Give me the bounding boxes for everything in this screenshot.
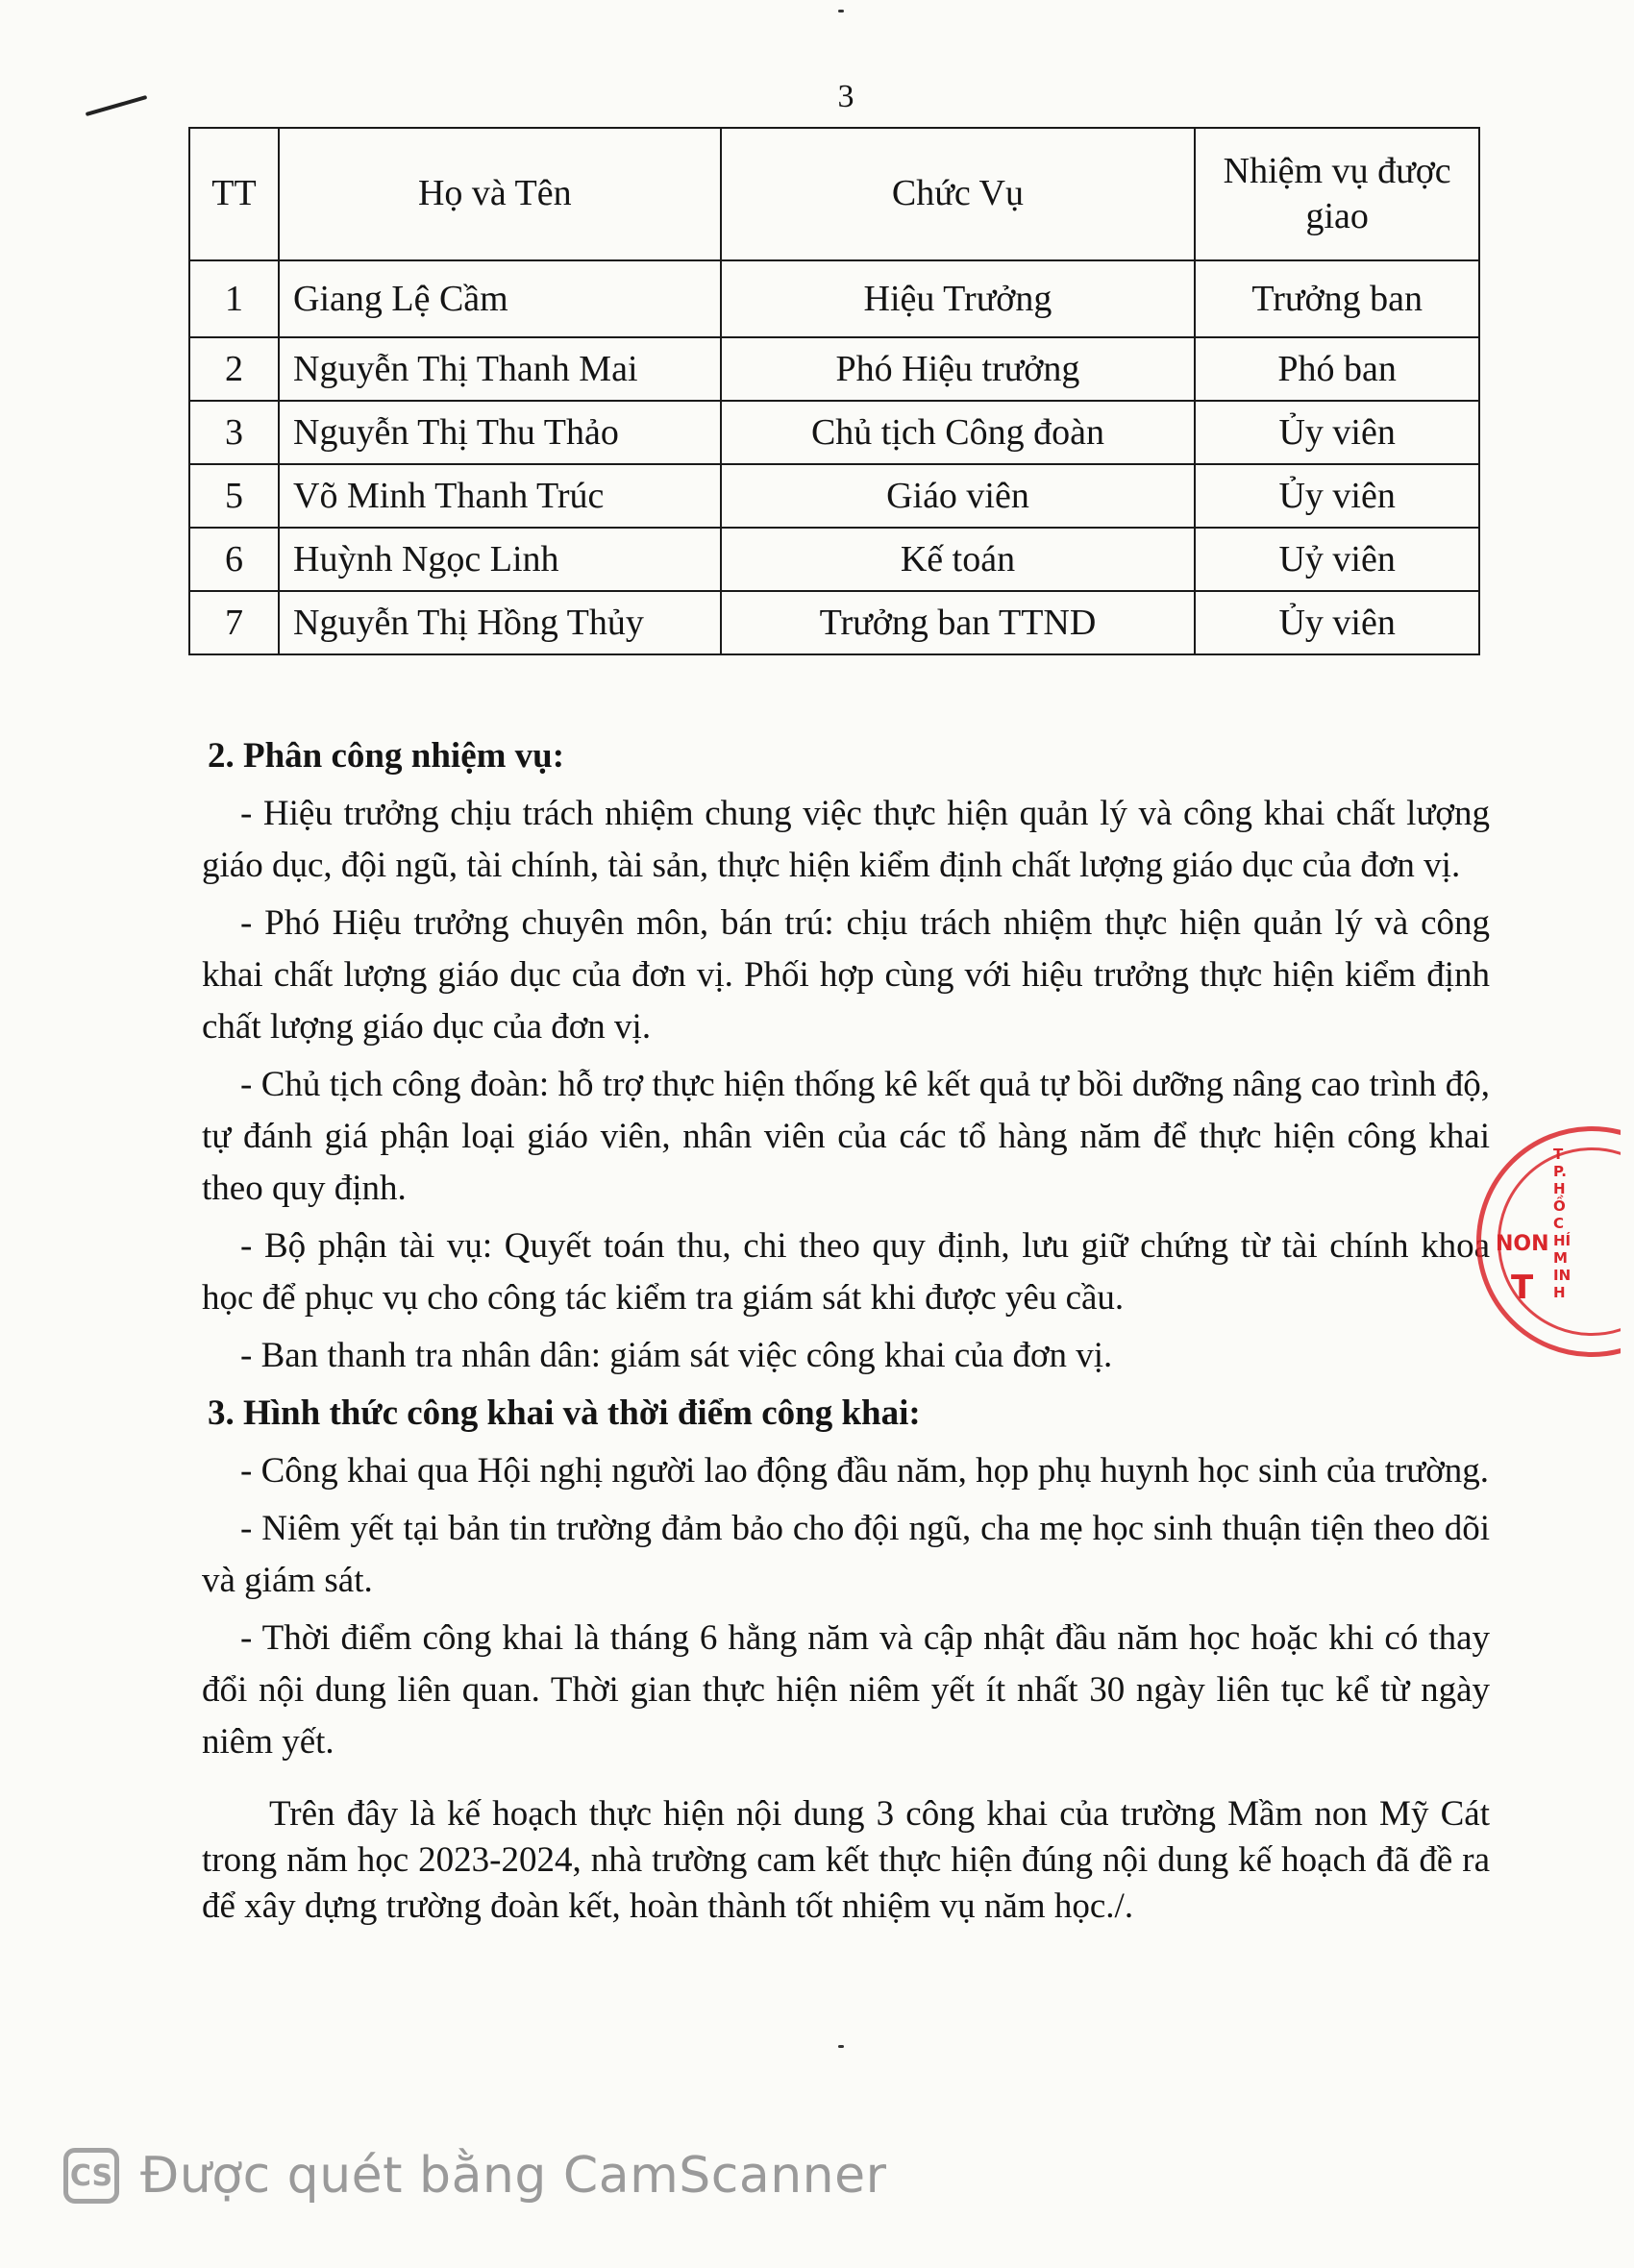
scanner-watermark <box>63 2145 887 2206</box>
camscanner-logo-icon: CS <box>63 2148 119 2204</box>
closing-paragraph: Trên đây là kế hoạch thực hiện nội dung 3 công khai của trường Mầm non Mỹ Cát trong năm học 2023-2024, nhà trường cam kết thực hiện đúng nội dung kế hoạch đã đề ra để xây dựng trường đoàn kết, hoàn thành tốt nhiệm vụ năm học./. <box>202 1794 1490 1926</box>
cell-task: Ủy viên <box>1195 591 1479 654</box>
section-heading-assignment: 2. Phân công nhiệm vụ: <box>208 736 565 776</box>
cell-tt: 6 <box>189 528 279 591</box>
paragraph: - Thời điểm công khai là tháng 6 hằng năm và cập nhật đầu năm học hoặc khi có thay đổi nội dung liên quan. Thời gian thực hiện niêm yết ít nhất 30 ngày liên tục kể từ ngày niêm yết. <box>202 1618 1490 1762</box>
table-row <box>189 337 1479 401</box>
table-header-row <box>189 128 1479 260</box>
cell-position: Trưởng ban TTND <box>721 591 1196 654</box>
scan-dot <box>838 10 844 12</box>
cell-task: Ủy viên <box>1195 401 1479 464</box>
cell-tt: 7 <box>189 591 279 654</box>
table-row <box>189 591 1479 654</box>
table-row <box>189 401 1479 464</box>
section-heading-disclosure: 3. Hình thức công khai và thời điểm công khai: <box>208 1393 921 1433</box>
header-tt: TT <box>189 128 279 260</box>
header-position: Chức Vụ <box>721 128 1196 260</box>
paragraph: - Công khai qua Hội nghị người lao động đầu năm, họp phụ huynh học sinh của trường. <box>240 1451 1490 1491</box>
cell-position: Kế toán <box>721 528 1196 591</box>
cell-task: Uỷ viên <box>1195 528 1479 591</box>
cell-position: Giáo viên <box>721 464 1196 528</box>
table-row <box>189 464 1479 528</box>
stamp-text-mid: NON <box>1496 1232 1549 1256</box>
scan-mark <box>86 95 148 116</box>
cell-name: Nguyễn Thị Thu Thảo <box>279 401 721 464</box>
cell-task: Phó ban <box>1195 337 1479 401</box>
cell-name: Huỳnh Ngọc Linh <box>279 528 721 591</box>
paragraph: - Phó Hiệu trưởng chuyên môn, bán trú: chịu trách nhiệm thực hiện quản lý và công khai chất lượng giáo dục của đơn vị. Phối hợp cùng với hiệu trưởng thực hiện kiểm định chất lượng giáo dục của đơn vị. <box>202 903 1490 1047</box>
document-body <box>202 730 1490 1965</box>
cell-tt: 3 <box>189 401 279 464</box>
cell-task: Ủy viên <box>1195 464 1479 528</box>
paragraph: - Chủ tịch công đoàn: hỗ trợ thực hiện thống kê kết quả tự bồi dưỡng nâng cao trình độ, tự đánh giá phận loại giáo viên, nhân viên của các tổ hàng năm để thực hiện công khai theo quy định. <box>202 1065 1490 1208</box>
stamp-text-top: TP. HỒ CHÍ MINH <box>1553 1146 1572 1301</box>
header-name: Họ và Tên <box>279 128 721 260</box>
watermark-text: Được quét bằng CamScanner <box>140 2147 887 2205</box>
paragraph: - Bộ phận tài vụ: Quyết toán thu, chi theo quy định, lưu giữ chứng từ tài chính khoa học để phục vụ cho công tác kiểm tra giám sát khi được yêu cầu. <box>202 1226 1490 1318</box>
cell-name: Nguyễn Thị Hồng Thủy <box>279 591 721 654</box>
cell-name: Nguyễn Thị Thanh Mai <box>279 337 721 401</box>
cell-position: Chủ tịch Công đoàn <box>721 401 1196 464</box>
cell-name: Giang Lệ Cầm <box>279 260 721 337</box>
scan-dot <box>838 2045 844 2048</box>
table-row <box>189 260 1479 337</box>
cell-name: Võ Minh Thanh Trúc <box>279 464 721 528</box>
committee-table <box>188 127 1480 655</box>
page-number: 3 <box>837 79 854 114</box>
cell-task: Trưởng ban <box>1195 260 1479 337</box>
table-row <box>189 528 1479 591</box>
paragraph: - Niêm yết tại bản tin trường đảm bảo cho đội ngũ, cha mẹ học sinh thuận tiện theo dõi và giám sát. <box>202 1509 1490 1600</box>
paragraph: - Ban thanh tra nhân dân: giám sát việc công khai của đơn vị. <box>240 1336 1113 1375</box>
cell-position: Phó Hiệu trưởng <box>721 337 1196 401</box>
red-stamp <box>1476 1126 1621 1372</box>
cell-tt: 1 <box>189 260 279 337</box>
cell-position: Hiệu Trưởng <box>721 260 1196 337</box>
stamp-text-letter: T <box>1511 1269 1534 1307</box>
cell-tt: 2 <box>189 337 279 401</box>
header-task: Nhiệm vụ được giao <box>1195 128 1479 260</box>
cell-tt: 5 <box>189 464 279 528</box>
paragraph: - Hiệu trưởng chịu trách nhiệm chung việc thực hiện quản lý và công khai chất lượng giáo dục, đội ngũ, tài chính, tài sản, thực hiện kiểm định chất lượng giáo dục của đơn vị. <box>202 794 1490 885</box>
